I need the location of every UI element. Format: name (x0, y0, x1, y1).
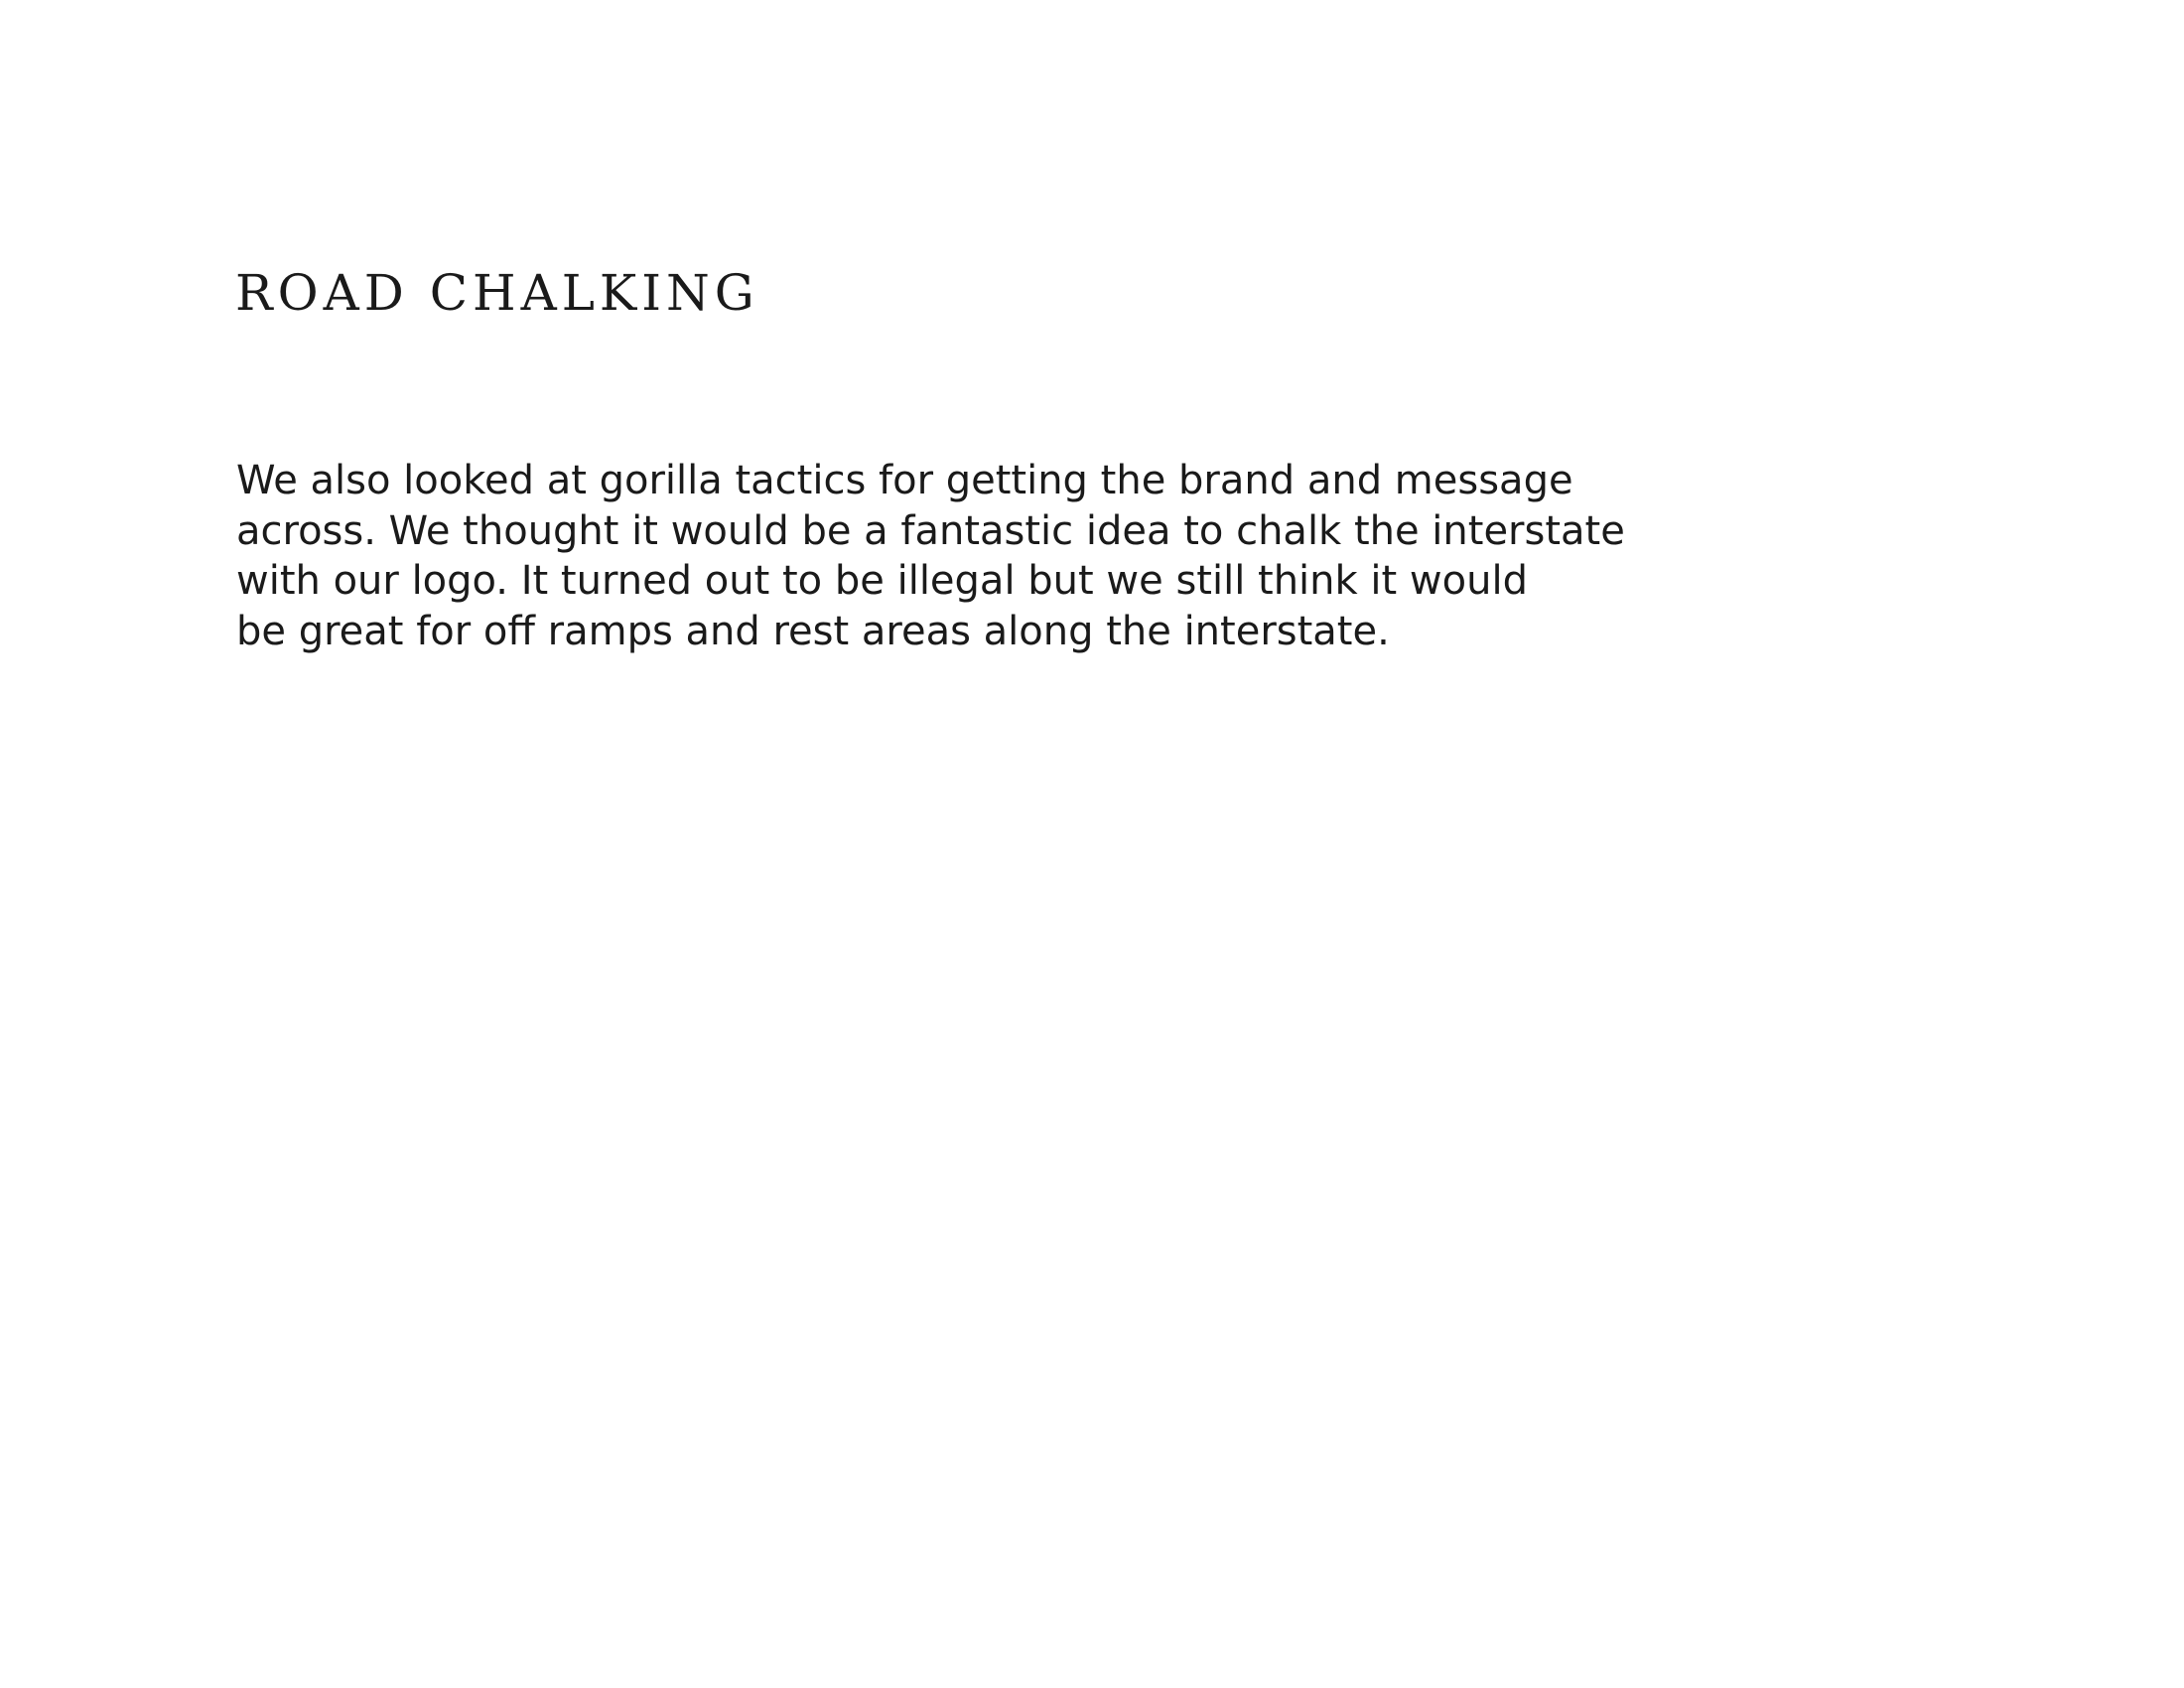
body-paragraph (236, 456, 1745, 656)
body-line: be great for off ramps and rest areas along the interstate. (236, 608, 1390, 654)
page-heading: ROAD CHALKING (235, 264, 759, 322)
body-line: with our logo. It turned out to be illegal but we still think it would (236, 558, 1528, 604)
body-line: We also looked at gorilla tactics for getting the brand and message (236, 458, 1573, 503)
body-line: across. We thought it would be a fantastic idea to chalk the interstate (236, 507, 1625, 554)
